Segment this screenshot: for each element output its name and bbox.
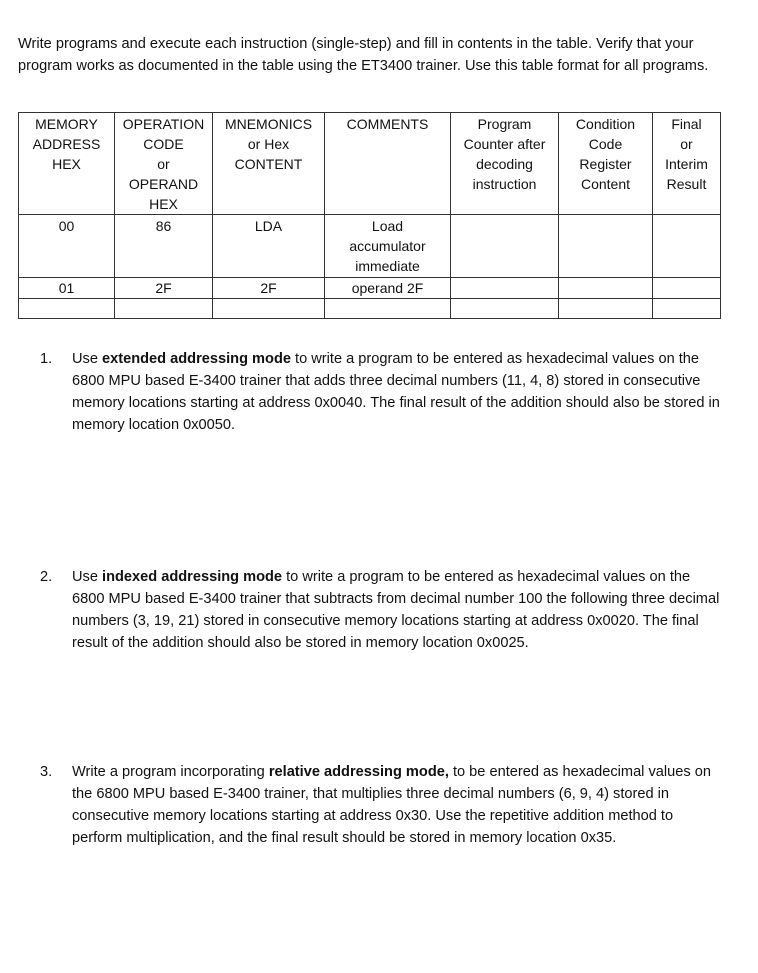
cell-mnemonic xyxy=(213,299,325,319)
question-item xyxy=(40,348,720,436)
cell-comments xyxy=(325,299,451,319)
question-text: Write a program incorporating relative addressing mode, to be entered as hexadecimal values on the 6800 MPU based E-3400 trainer, that multiplies three decimal numbers (6, 9, 4) stored in consecutive memory locations starting at address 0x30. Use the repetitive addition method to perform multiplication, and the final result should be stored in memory location 0x35. xyxy=(72,764,711,846)
question-number: 2. xyxy=(40,569,53,585)
question-item xyxy=(40,566,720,654)
cell-program-counter xyxy=(451,299,559,319)
cell-opcode xyxy=(115,299,213,319)
question-text: Use indexed addressing mode to write a program to be entered as hexadecimal values on the 6800 MPU based E-3400 trainer that subtracts from decimal number 100 the following three decimal numbers (3, 19, 21) stored in consecutive memory locations starting at address 0x0020. The final result of the addition should also be stored in memory location 0x0025. xyxy=(72,569,720,651)
table-row xyxy=(19,299,721,319)
header-memory-address: MEMORY ADDRESS HEX xyxy=(19,113,115,215)
cell-program-counter xyxy=(451,215,559,278)
table-header-row xyxy=(19,113,721,215)
cell-opcode: 2F xyxy=(115,278,213,299)
program-table xyxy=(18,112,721,319)
question-item xyxy=(40,761,720,849)
table-row xyxy=(19,215,721,278)
cell-program-counter xyxy=(451,278,559,299)
cell-result xyxy=(653,278,721,299)
cell-address: 00 xyxy=(19,215,115,278)
header-condition-code: Condition Code Register Content xyxy=(559,113,653,215)
header-operation-code: OPERATION CODE or OPERAND HEX xyxy=(115,113,213,215)
question-number: 1. xyxy=(40,351,53,367)
table-row xyxy=(19,278,721,299)
cell-comments: Load accumulator immediate xyxy=(325,215,451,278)
question-mode-emphasis: extended addressing mode xyxy=(102,351,291,367)
cell-mnemonic: 2F xyxy=(213,278,325,299)
question-mode-emphasis: indexed addressing mode xyxy=(102,569,283,585)
cell-address: 01 xyxy=(19,278,115,299)
header-comments: COMMENTS xyxy=(325,113,451,215)
cell-comments: operand 2F xyxy=(325,278,451,299)
cell-condition-code xyxy=(559,299,653,319)
cell-condition-code xyxy=(559,215,653,278)
cell-result xyxy=(653,299,721,319)
question-text: Use extended addressing mode to write a program to be entered as hexadecimal values on the 6800 MPU based E-3400 trainer that adds three decimal numbers (11, 4, 8) stored in consecutive memory locations starting at address 0x0040. The final result of the addition should also be stored in memory location 0x0050. xyxy=(72,351,720,433)
instructions-paragraph: Write programs and execute each instruction (single-step) and fill in contents in the table. Verify that your program works as documented in the table using the ET3400 trainer. Use this table format for all programs. xyxy=(18,36,709,74)
cell-opcode: 86 xyxy=(115,215,213,278)
cell-result xyxy=(653,215,721,278)
cell-address xyxy=(19,299,115,319)
cell-condition-code xyxy=(559,278,653,299)
question-mode-emphasis: relative addressing mode, xyxy=(268,764,449,780)
question-number: 3. xyxy=(40,764,53,780)
header-result: Final or Interim Result xyxy=(653,113,721,215)
header-mnemonics: MNEMONICS or Hex CONTENT xyxy=(213,113,325,215)
cell-mnemonic: LDA xyxy=(213,215,325,278)
header-program-counter: Program Counter after decoding instruction xyxy=(451,113,559,215)
